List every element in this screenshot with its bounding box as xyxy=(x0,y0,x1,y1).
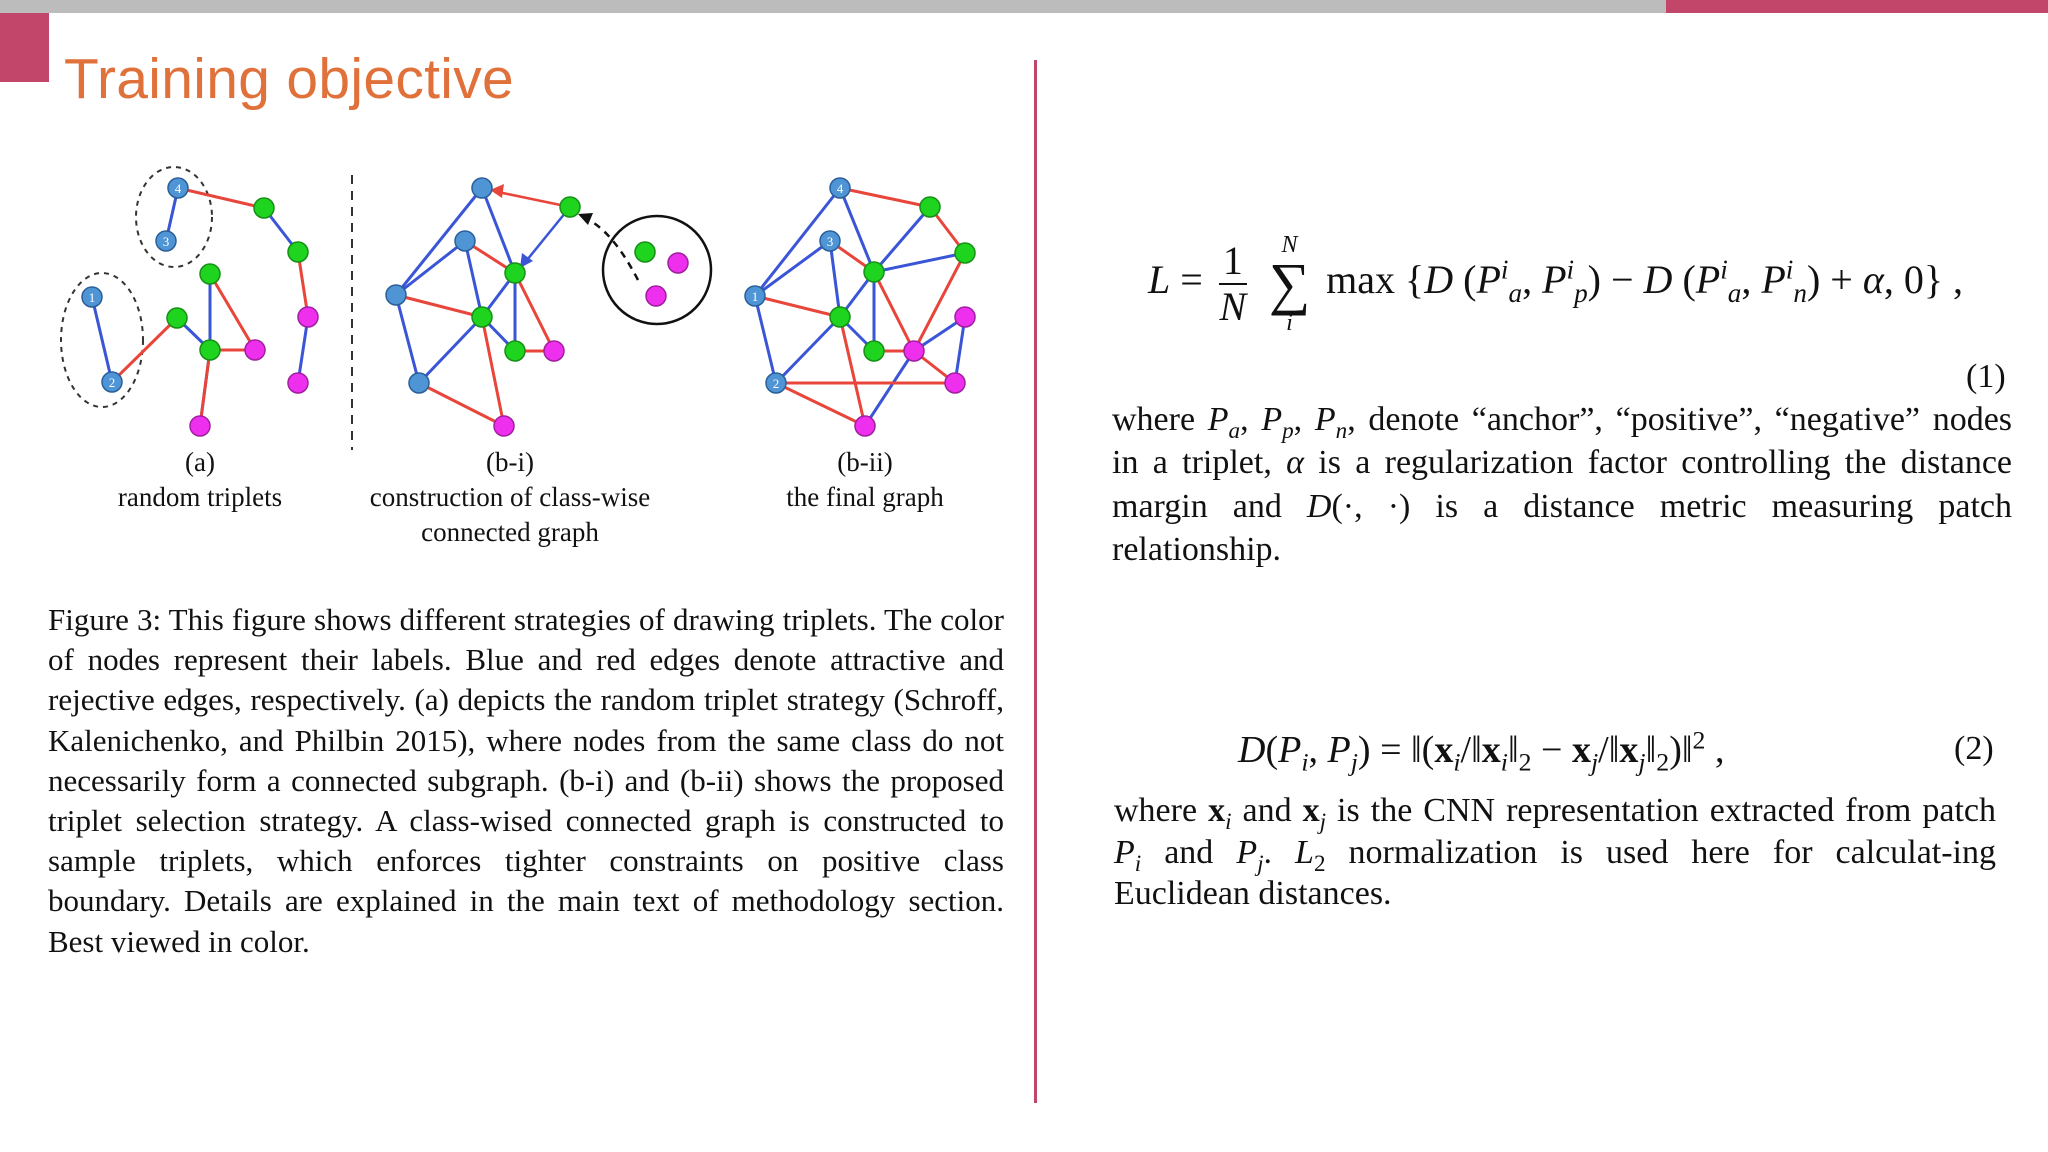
rejective-edge xyxy=(178,188,264,208)
subcaption-text: random triplets xyxy=(117,482,283,512)
eq-sum-lower: i xyxy=(1286,310,1293,336)
node-label: 2 xyxy=(108,375,116,390)
attractive-edge xyxy=(776,317,840,383)
graph-node xyxy=(455,231,475,251)
top-bar xyxy=(0,0,1666,13)
graph-node xyxy=(668,253,688,273)
graph-node xyxy=(560,197,580,217)
rejective-edge xyxy=(396,295,482,317)
rejective-edge xyxy=(210,274,255,350)
eq-equals: = xyxy=(1180,257,1203,303)
subcaption-a xyxy=(110,445,290,515)
attractive-edge xyxy=(92,297,112,382)
node-label: 1 xyxy=(88,290,96,305)
graph-node xyxy=(955,307,975,327)
rejective-edge xyxy=(874,272,914,351)
node-label: 4 xyxy=(174,181,182,196)
graph-node xyxy=(200,264,220,284)
graph-final xyxy=(745,178,975,436)
subcaption-text: the final graph xyxy=(786,482,944,512)
graph-node xyxy=(864,341,884,361)
node-label: 3 xyxy=(162,234,170,249)
graph-node xyxy=(945,373,965,393)
subcaption-text: construction of class-wise xyxy=(369,482,651,512)
node-label: 3 xyxy=(826,234,834,249)
title-accent-block xyxy=(0,13,49,82)
rejective-edge xyxy=(419,383,504,426)
rejective-edge xyxy=(755,296,840,317)
equation-2: $D(P_i$, $P_j$) = $‖(x_i/‖x_i‖_2$ − $x_j/‖x_j‖_2)‖^2$ , xyxy=(1238,725,1725,777)
equation-1-number: (1) xyxy=(1966,358,2006,395)
equation-2-explanation: where $x_i$ and $x_j$ is the CNN representation extracted from patch $P_i$ and $P_j$. $L_2$ normalization is used here for calculat-ing Euclidean distances. xyxy=(1114,792,1997,912)
attractive-edge xyxy=(465,241,482,317)
subcaption-tag: (b-ii) xyxy=(837,447,893,477)
graph-node xyxy=(505,263,525,283)
graph-node xyxy=(200,340,220,360)
eq-denominator: N xyxy=(1219,284,1247,329)
graph-node xyxy=(544,341,564,361)
rejective-edge xyxy=(840,317,865,426)
graph-node xyxy=(864,262,884,282)
node-label: 1 xyxy=(751,289,759,304)
eq-lhs: L xyxy=(1148,257,1171,303)
graph-node xyxy=(288,242,308,262)
graph-node xyxy=(904,341,924,361)
attractive-edge xyxy=(396,241,465,295)
graph-node xyxy=(245,340,265,360)
graph-node xyxy=(288,373,308,393)
rejective-edge xyxy=(776,383,865,426)
graph-node xyxy=(386,285,406,305)
node-label: 4 xyxy=(836,181,844,196)
rejective-edge xyxy=(112,318,177,382)
subcaption-tag: (a) xyxy=(185,447,215,477)
attractive-edge xyxy=(755,296,776,383)
column-divider xyxy=(1034,60,1037,1103)
graph-class-wise-construction xyxy=(386,178,711,436)
eq-fraction xyxy=(1219,239,1247,329)
graph-node xyxy=(190,416,210,436)
rejective-edge xyxy=(914,253,965,351)
rejective-edge xyxy=(515,273,554,351)
subcaption-tag: (b-i) xyxy=(486,447,534,477)
rejective-edge xyxy=(200,350,210,426)
rejective-edge xyxy=(840,188,930,207)
graph-node xyxy=(472,178,492,198)
graph-node xyxy=(409,373,429,393)
node-label: 2 xyxy=(772,376,780,391)
graph-node xyxy=(494,416,514,436)
top-bar-accent xyxy=(1666,0,2048,13)
rejective-edge xyxy=(482,317,504,426)
attractive-edge xyxy=(396,295,419,383)
graph-node xyxy=(298,307,318,327)
sigma-symbol: ∑ xyxy=(1268,251,1311,316)
eq-sum xyxy=(1269,232,1310,336)
subcaption-b-i xyxy=(350,445,670,550)
caption-text: Figure 3: This figure shows different strategies of drawing triplets. The color of nodes represent their labels. Blue and red edges denote attractive and rejective edges, respectively. (a) depicts the random triplet strategy (Schroff, Kalenichenko, and Philbin 2015), where nodes from the same class do not necessarily form a connected subgraph. (b-i) and (b-ii) shows the proposed triplet selection strategy. A class-wised connected graph is constructed to sample triplets, which enforces tighter constraints on positive class boundary. Details are explained in the main text of methodology section. Best viewed in color. xyxy=(48,602,1004,959)
slide-title: Training objective xyxy=(64,47,515,111)
attractive-edge xyxy=(865,351,914,426)
subcaption-b-ii xyxy=(765,445,965,515)
triplet-graphs xyxy=(50,150,1010,450)
graph-node xyxy=(830,307,850,327)
unlabeled-group xyxy=(603,216,711,324)
equation-1-explanation: where $P_a$, $P_p$, $P_n$, denote “anchor”, “positive”, “negative” nodes in a triplet, α is a regularization factor controlling the distance margin and D(·, ·) is a distance metric measuring patch relationship. xyxy=(1112,401,2013,568)
graph-node xyxy=(955,243,975,263)
graph-node xyxy=(472,307,492,327)
graph-node xyxy=(635,242,655,262)
figure-caption xyxy=(48,600,1004,962)
figure-3 xyxy=(50,150,1010,560)
eq-sum-upper: N xyxy=(1281,232,1298,258)
attractive-edge xyxy=(419,317,482,383)
equation-2-number: (2) xyxy=(1954,730,1994,767)
graph-node xyxy=(855,416,875,436)
graph-node xyxy=(505,341,525,361)
graph-node xyxy=(167,308,187,328)
attractive-edge xyxy=(482,188,515,273)
eq-numerator: 1 xyxy=(1219,239,1247,285)
eq-max: max xyxy=(1326,257,1396,303)
attractive-edge xyxy=(830,241,840,317)
graph-node xyxy=(254,198,274,218)
equation-1 xyxy=(1148,232,1963,336)
eq-body: {D ($P^i_a$, $P^i_p) - D$ ($P^i_a$, $P^i_n) + \alpha$, 0} , xyxy=(1405,254,1964,309)
graph-node xyxy=(646,286,666,306)
graph-node xyxy=(920,197,940,217)
subcaption-text-line2: connected graph xyxy=(421,517,599,547)
graph-random-triplets xyxy=(61,167,318,436)
